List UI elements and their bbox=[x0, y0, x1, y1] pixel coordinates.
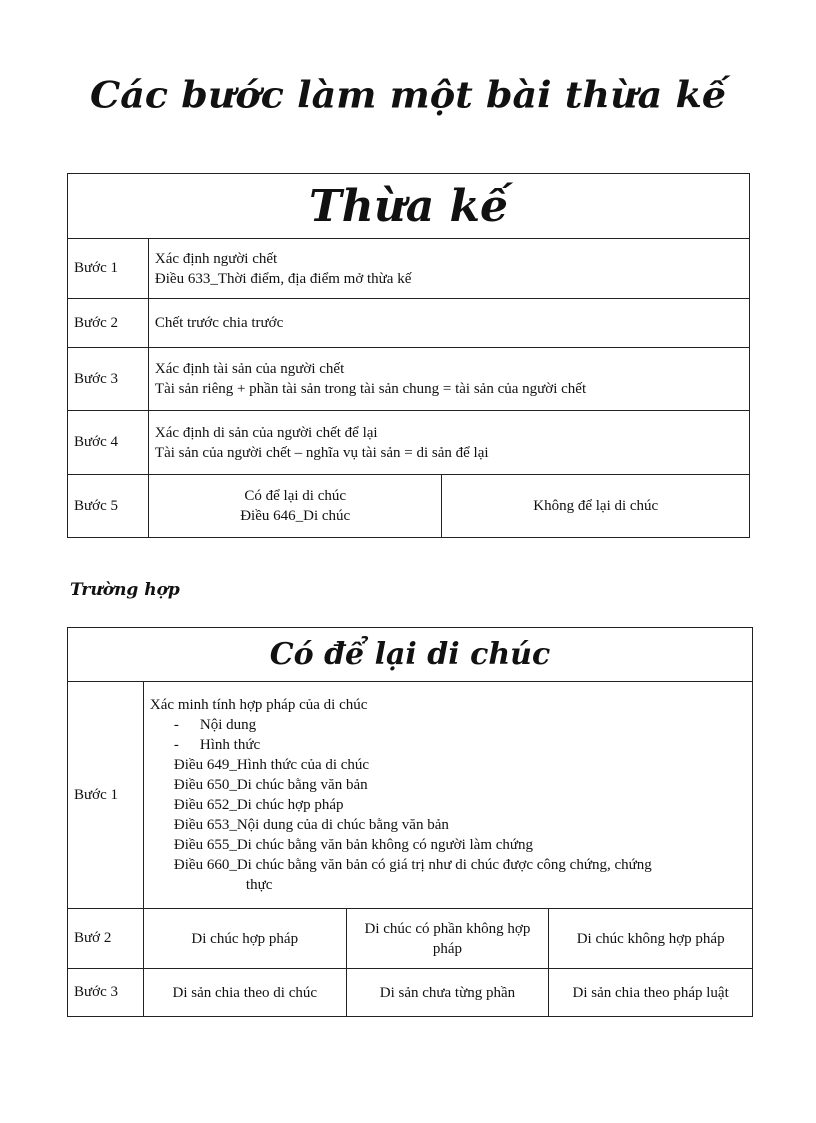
table-row bbox=[68, 239, 750, 299]
table-row bbox=[68, 411, 750, 475]
article-list bbox=[150, 755, 746, 895]
partial-division-cell: Di sản chưa từng phần bbox=[346, 969, 549, 1017]
step-content bbox=[143, 682, 752, 909]
step-label: Bước 2 bbox=[68, 299, 149, 348]
step-label: Bước 1 bbox=[68, 682, 144, 909]
content-line: Điều 646_Di chúc bbox=[240, 508, 351, 524]
table-row bbox=[68, 909, 753, 969]
list-item: Điều 652_Di chúc hợp pháp bbox=[173, 797, 344, 813]
content-line: Tài sản riêng + phần tài sản trong tài sản chung = tài sản của người chết bbox=[154, 381, 587, 397]
step-label: Bước 5 bbox=[68, 475, 149, 538]
page-title: Các bước làm một bài thừa kế bbox=[90, 73, 726, 116]
content-line: Tài sản của người chết – nghĩa vụ tài sản = di sản để lại bbox=[154, 444, 489, 461]
with-will-cell bbox=[148, 475, 442, 538]
step-content bbox=[148, 239, 749, 299]
requirement-list bbox=[150, 715, 746, 755]
step-label: Bướ 2 bbox=[68, 909, 144, 969]
table-row bbox=[68, 969, 753, 1017]
list-item: Điều 653_Nội dung của di chúc bằng văn bản bbox=[173, 817, 449, 833]
list-item: Điều 655_Di chúc bằng văn bản không có người làm chứng bbox=[173, 837, 534, 853]
division-by-will-cell: Di sản chia theo di chúc bbox=[143, 969, 346, 1017]
list-item: Điều 660_Di chúc bằng văn bản có giá trị như di chúc được công chứng, chứng bbox=[173, 857, 652, 873]
without-will-cell: Không để lại di chúc bbox=[442, 475, 750, 538]
table-row bbox=[68, 348, 750, 411]
partially-valid-will-cell: Di chúc có phần không hợp pháp bbox=[346, 909, 549, 969]
section-label: Trường hợp bbox=[70, 580, 180, 600]
table-header-will: Có để lại di chúc bbox=[68, 628, 753, 682]
content-line: Xác định tài sản của người chết bbox=[154, 361, 345, 377]
list-item: Điều 650_Di chúc bằng văn bản bbox=[173, 777, 368, 793]
list-item-continuation: thực bbox=[245, 877, 273, 893]
content-line: Xác minh tính hợp pháp của di chúc bbox=[149, 697, 368, 713]
step-label: Bước 1 bbox=[68, 239, 149, 299]
step-label: Bước 3 bbox=[68, 348, 149, 411]
list-item: Điều 649_Hình thức của di chúc bbox=[173, 757, 370, 773]
list-item: - Nội dung bbox=[173, 717, 257, 733]
content-line: Xác định người chết bbox=[154, 250, 278, 267]
list-item: - Hình thức bbox=[173, 737, 261, 753]
table-row bbox=[68, 682, 753, 909]
step-content bbox=[148, 411, 749, 475]
step-label: Bước 4 bbox=[68, 411, 149, 475]
content-line: Chết trước chia trước bbox=[154, 315, 284, 331]
content-line: Có để lại di chúc bbox=[244, 488, 347, 504]
will-steps-table bbox=[67, 627, 753, 1017]
table-row bbox=[68, 475, 750, 538]
division-by-law-cell: Di sản chia theo pháp luật bbox=[549, 969, 753, 1017]
table-row bbox=[68, 299, 750, 348]
inheritance-steps-table bbox=[67, 173, 750, 538]
table-header-inheritance: Thừa kế bbox=[68, 174, 750, 239]
valid-will-cell: Di chúc hợp pháp bbox=[143, 909, 346, 969]
invalid-will-cell: Di chúc không hợp pháp bbox=[549, 909, 753, 969]
step-label: Bước 3 bbox=[68, 969, 144, 1017]
content-line: Xác định di sản của người chết để lại bbox=[154, 424, 378, 441]
step-content bbox=[148, 299, 749, 348]
content-line: Điều 633_Thời điểm, địa điểm mở thừa kế bbox=[154, 270, 412, 287]
step-content bbox=[148, 348, 749, 411]
